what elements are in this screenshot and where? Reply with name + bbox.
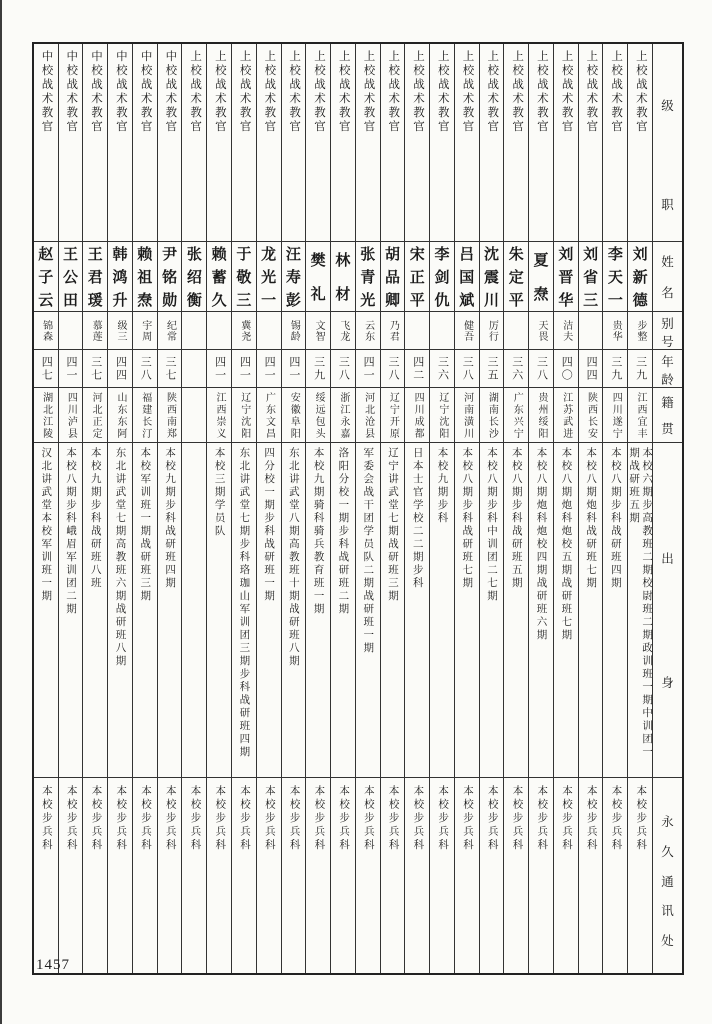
age-cell: 四一 — [282, 350, 306, 388]
name-cell — [257, 242, 281, 312]
origin-cell: 本校八期炮科炮校四期战研班六期 — [529, 443, 553, 778]
person-column — [454, 44, 479, 973]
name-cell — [480, 242, 504, 312]
rank-cell: 上校战术教官 — [207, 44, 231, 242]
name-cell — [603, 242, 627, 312]
native-place-cell: 浙江永嘉 — [331, 388, 355, 443]
name-cell — [430, 242, 454, 312]
header-cell-native-place — [653, 388, 682, 443]
header-column — [652, 44, 682, 973]
origin-cell: 本校六期步高教班二期校尉班二期政训班一期中训团一期战研班五期 — [628, 443, 652, 778]
person-name: 尹 铭 勋 — [162, 247, 178, 309]
rank-cell: 中校战术教官 — [34, 44, 58, 242]
person-column — [553, 44, 578, 973]
rank-cell: 上校战术教官 — [554, 44, 578, 242]
rank-cell: 上校战术教官 — [579, 44, 603, 242]
register-table — [32, 42, 684, 975]
name-cell — [34, 242, 58, 312]
address-cell: 本校步兵科 — [263, 785, 275, 853]
person-column — [82, 44, 107, 973]
person-name: 宋 正 平 — [409, 247, 425, 309]
origin-cell: 本校八期步科战研班五期 — [504, 443, 528, 778]
address-cell: 本校步兵科 — [536, 785, 548, 853]
address-cell: 本校步兵科 — [115, 785, 127, 853]
native-place-cell: 辽宁开原 — [381, 388, 405, 443]
address-cell: 本校步兵科 — [362, 785, 374, 853]
native-place-cell: 安徽阜阳 — [282, 388, 306, 443]
person-column — [107, 44, 132, 973]
header-cell-permanent-address — [653, 778, 682, 973]
native-place-cell — [182, 388, 206, 443]
name-cell — [628, 242, 652, 312]
age-cell: 三八 — [455, 350, 479, 388]
rank-cell: 上校战术教官 — [529, 44, 553, 242]
address-cell: 本校步兵科 — [313, 785, 325, 853]
alias-cell — [430, 312, 454, 350]
alias-cell: 贵华 — [603, 312, 627, 350]
address-cell: 本校步兵科 — [288, 785, 300, 853]
name-cell — [83, 242, 107, 312]
person-name: 刘 省 三 — [583, 247, 599, 309]
age-cell: 三八 — [381, 350, 405, 388]
origin-cell: 东北讲武堂七期步科珞珈山军训团三期步科战研班四期 — [232, 443, 256, 778]
header-label-native-place: 籍 贯 — [661, 396, 674, 436]
address-cell: 本校步兵科 — [412, 785, 424, 853]
alias-cell: 文智 — [306, 312, 330, 350]
native-place-cell: 江西宜丰 — [628, 388, 652, 443]
rank-cell: 上校战术教官 — [628, 44, 652, 242]
address-cell: 本校步兵科 — [214, 785, 226, 853]
native-place-cell: 贵州绥阳 — [529, 388, 553, 443]
age-cell: 三八 — [331, 350, 355, 388]
name-cell — [158, 242, 182, 312]
rank-cell: 上校战术教官 — [430, 44, 454, 242]
person-name: 夏 焘 — [533, 252, 549, 304]
alias-cell — [504, 312, 528, 350]
person-column — [355, 44, 380, 973]
origin-cell: 本校三期学员队 — [207, 443, 231, 778]
alias-cell — [207, 312, 231, 350]
person-name: 于 敬 三 — [236, 247, 252, 309]
origin-cell: 东北讲武堂八期高教班十期战研班八期 — [282, 443, 306, 778]
header-label-rank: 级 职 — [661, 99, 674, 212]
alias-cell: 乃君 — [381, 312, 405, 350]
native-place-cell: 河南潢川 — [455, 388, 479, 443]
header-label-origin: 出 身 — [661, 552, 674, 690]
alias-cell: 厉行 — [480, 312, 504, 350]
person-column — [330, 44, 355, 973]
person-column — [157, 44, 182, 973]
age-cell: 三六 — [504, 350, 528, 388]
address-cell: 本校步兵科 — [610, 785, 622, 853]
rank-cell: 上校战术教官 — [232, 44, 256, 242]
header-cell-alias — [653, 312, 682, 350]
name-cell — [207, 242, 231, 312]
rank-cell: 中校战术教官 — [158, 44, 182, 242]
rank-cell: 上校战术教官 — [381, 44, 405, 242]
rank-cell: 中校战术教官 — [108, 44, 132, 242]
address-cell: 本校步兵科 — [585, 785, 597, 853]
address-cell: 本校步兵科 — [561, 785, 572, 853]
rank-cell: 上校战术教官 — [480, 44, 504, 242]
person-column — [281, 44, 306, 973]
native-place-cell: 辽宁沈阳 — [232, 388, 256, 443]
origin-cell: 本校九期骑科骑兵教育班一期 — [306, 443, 330, 778]
alias-cell: 天畏 — [529, 312, 553, 350]
person-name: 王 公 田 — [63, 247, 79, 309]
name-cell — [381, 242, 405, 312]
alias-cell — [59, 312, 83, 350]
address-cell: 本校步兵科 — [338, 785, 350, 853]
native-place-cell: 绥远包头 — [306, 388, 330, 443]
person-name: 李 天 一 — [607, 247, 623, 309]
native-place-cell: 河北沧县 — [356, 388, 380, 443]
person-column — [206, 44, 231, 973]
header-label-name: 姓 名 — [661, 255, 674, 300]
address-cell: 本校步兵科 — [387, 785, 399, 853]
person-name: 汪 寿 彭 — [285, 247, 301, 309]
age-cell: 三八 — [133, 350, 157, 388]
address-cell: 本校步兵科 — [437, 785, 449, 853]
name-cell — [504, 242, 528, 312]
header-cell-origin — [653, 443, 682, 778]
rank-cell: 上校战术教官 — [603, 44, 627, 242]
origin-cell: 本校九期步科战研班四期 — [158, 443, 182, 778]
age-cell: 四七 — [34, 350, 58, 388]
scan-binding-edge — [0, 0, 2, 1024]
native-place-cell: 湖北江陵 — [34, 388, 58, 443]
rank-cell: 中校战术教官 — [133, 44, 157, 242]
origin-cell: 本校九期步科 — [430, 443, 454, 778]
name-cell — [306, 242, 330, 312]
native-place-cell: 江西崇义 — [207, 388, 231, 443]
person-column — [34, 44, 58, 973]
rank-cell: 上校战术教官 — [182, 44, 206, 242]
rank-cell: 上校战术教官 — [504, 44, 528, 242]
native-place-cell: 四川遂宁 — [603, 388, 627, 443]
origin-cell: 日本士官学校二二期步科 — [405, 443, 429, 778]
name-cell — [455, 242, 479, 312]
page-number: 1457 — [36, 957, 70, 973]
native-place-cell: 广东兴宁 — [504, 388, 528, 443]
age-cell: 四一 — [59, 350, 83, 388]
address-cell: 本校步兵科 — [635, 785, 647, 853]
name-cell — [59, 242, 83, 312]
person-column — [404, 44, 429, 973]
origin-cell: 本校八期炮科战研班七期 — [579, 443, 603, 778]
person-column — [503, 44, 528, 973]
native-place-cell: 四川泸县 — [59, 388, 83, 443]
name-cell — [554, 242, 578, 312]
address-cell: 本校步兵科 — [90, 785, 102, 853]
alias-cell: 锡龄 — [282, 312, 306, 350]
address-cell: 本校步兵科 — [189, 785, 201, 853]
person-name: 张 绍 衡 — [186, 247, 202, 309]
rank-cell: 上校战术教官 — [331, 44, 355, 242]
person-name: 李 剑 仇 — [434, 247, 450, 309]
person-column — [132, 44, 157, 973]
age-cell: 三八 — [529, 350, 553, 388]
name-cell — [282, 242, 306, 312]
person-column — [231, 44, 256, 973]
native-place-cell: 湖南长沙 — [480, 388, 504, 443]
origin-cell — [182, 443, 206, 778]
native-place-cell: 广东文昌 — [257, 388, 281, 443]
origin-cell: 辽宁讲武堂七期战研班三期 — [381, 443, 405, 778]
person-column — [305, 44, 330, 973]
person-column — [429, 44, 454, 973]
alias-cell: 慕莲 — [83, 312, 107, 350]
name-cell — [108, 242, 132, 312]
alias-cell: 级三 — [108, 312, 132, 350]
native-place-cell: 陕西长安 — [579, 388, 603, 443]
address-cell: 本校步兵科 — [461, 785, 473, 853]
rank-cell: 上校战术教官 — [282, 44, 306, 242]
origin-cell: 本校八期步科战研班四期 — [603, 443, 627, 778]
age-cell: 四一 — [356, 350, 380, 388]
header-cell-rank — [653, 44, 682, 242]
alias-cell — [182, 312, 206, 350]
origin-cell: 本校八期步科中训团二七期 — [480, 443, 504, 778]
header-cell-name — [653, 242, 682, 312]
name-cell — [356, 242, 380, 312]
address-cell: 本校步兵科 — [486, 785, 498, 853]
address-cell: 本校步兵科 — [511, 785, 523, 853]
origin-cell: 军委会战干团学员队二期战研班一期 — [356, 443, 380, 778]
rank-cell: 上校战术教官 — [306, 44, 330, 242]
rank-cell: 中校战术教官 — [59, 44, 83, 242]
age-cell: 三五 — [480, 350, 504, 388]
person-column — [627, 44, 652, 973]
rank-cell: 上校战术教官 — [257, 44, 281, 242]
name-cell — [529, 242, 553, 312]
address-cell: 本校步兵科 — [164, 785, 176, 853]
person-name: 林 材 — [335, 252, 351, 304]
native-place-cell: 河北正定 — [83, 388, 107, 443]
alias-cell: 洁夫 — [554, 312, 578, 350]
name-cell — [579, 242, 603, 312]
native-place-cell: 陕西南郑 — [158, 388, 182, 443]
alias-cell: 宇周 — [133, 312, 157, 350]
person-name: 沈 震 川 — [484, 247, 500, 309]
alias-cell — [257, 312, 281, 350]
rank-cell: 上校战术教官 — [455, 44, 479, 242]
alias-cell: 健吾 — [455, 312, 479, 350]
person-column — [181, 44, 206, 973]
header-label-age: 年 龄 — [661, 355, 674, 387]
alias-cell: 云东 — [356, 312, 380, 350]
native-place-cell: 辽宁沈阳 — [430, 388, 454, 443]
age-cell: 三六 — [430, 350, 454, 388]
person-name: 刘 晋 华 — [558, 247, 574, 309]
age-cell: 三九 — [603, 350, 627, 388]
person-name: 刘 新 德 — [632, 247, 648, 309]
alias-cell: 冀尧 — [232, 312, 256, 350]
age-cell: 三七 — [83, 350, 107, 388]
alias-cell: 步整 — [628, 312, 652, 350]
person-name: 樊 礼 — [310, 252, 326, 304]
origin-cell: 本校军训班一期战研班三期 — [133, 443, 157, 778]
address-cell: 本校步兵科 — [139, 785, 151, 853]
person-column — [528, 44, 553, 973]
age-cell: 四二 — [405, 350, 429, 388]
native-place-cell: 山东东阿 — [108, 388, 132, 443]
name-cell — [232, 242, 256, 312]
alias-cell: 纪常 — [158, 312, 182, 350]
person-name: 赵 子 云 — [38, 247, 54, 309]
age-cell: 四四 — [108, 350, 132, 388]
rank-cell: 上校战术教官 — [405, 44, 429, 242]
rank-cell: 中校战术教官 — [83, 44, 107, 242]
native-place-cell: 江苏武进 — [554, 388, 578, 443]
person-column — [602, 44, 627, 973]
person-name: 韩 鸿 升 — [112, 247, 128, 309]
age-cell: 三九 — [306, 350, 330, 388]
native-place-cell: 四川成都 — [405, 388, 429, 443]
origin-cell: 汉北讲武堂本校军训班一期 — [34, 443, 58, 778]
person-column — [58, 44, 83, 973]
name-cell — [182, 242, 206, 312]
header-label-permanent-address: 永 久 通 讯 处 — [661, 815, 674, 948]
person-column — [256, 44, 281, 973]
person-name: 赖 祖 焘 — [137, 247, 153, 309]
header-label-alias: 别 号 — [661, 317, 674, 349]
alias-cell: 锦森 — [34, 312, 58, 350]
origin-cell: 四分校一期步科战研班一期 — [257, 443, 281, 778]
origin-cell: 洛阳分校一期步科战研班二期 — [331, 443, 355, 778]
person-column — [578, 44, 603, 973]
person-name: 朱 定 平 — [508, 247, 524, 309]
address-cell: 本校步兵科 — [40, 785, 52, 853]
native-place-cell: 福建长汀 — [133, 388, 157, 443]
person-column — [479, 44, 504, 973]
age-cell: 四〇 — [554, 350, 578, 388]
name-cell — [331, 242, 355, 312]
age-cell: 四一 — [232, 350, 256, 388]
age-cell: 四四 — [579, 350, 603, 388]
origin-cell: 东北讲武堂七期高教班六期战研班八期 — [108, 443, 132, 778]
person-name: 王 君 瑗 — [87, 247, 103, 309]
name-cell — [405, 242, 429, 312]
person-column — [380, 44, 405, 973]
person-name: 龙 光 一 — [261, 247, 277, 309]
age-cell: 三九 — [628, 350, 652, 388]
address-cell: 本校步兵科 — [65, 785, 77, 853]
person-name: 赖 蓄 久 — [211, 247, 227, 309]
person-name: 张 青 光 — [360, 247, 376, 309]
header-cell-age — [653, 350, 682, 388]
person-name: 胡 品 卿 — [384, 247, 400, 309]
alias-cell — [405, 312, 429, 350]
alias-cell: 飞龙 — [331, 312, 355, 350]
origin-cell: 本校八期步科战研班七期 — [455, 443, 479, 778]
age-cell: 四一 — [207, 350, 231, 388]
rank-cell: 上校战术教官 — [356, 44, 380, 242]
origin-cell: 本校八期步科峨眉军训团二期 — [59, 443, 83, 778]
age-cell: 四一 — [257, 350, 281, 388]
alias-cell — [579, 312, 603, 350]
name-cell — [133, 242, 157, 312]
age-cell: 三七 — [158, 350, 182, 388]
person-name: 吕 国 斌 — [459, 247, 475, 309]
origin-cell: 本校九期步科战研班八班 — [83, 443, 107, 778]
address-cell: 本校步兵科 — [239, 785, 251, 853]
age-cell — [182, 350, 206, 388]
origin-cell: 本校八期炮科炮校五期战研班七期 — [554, 443, 578, 778]
